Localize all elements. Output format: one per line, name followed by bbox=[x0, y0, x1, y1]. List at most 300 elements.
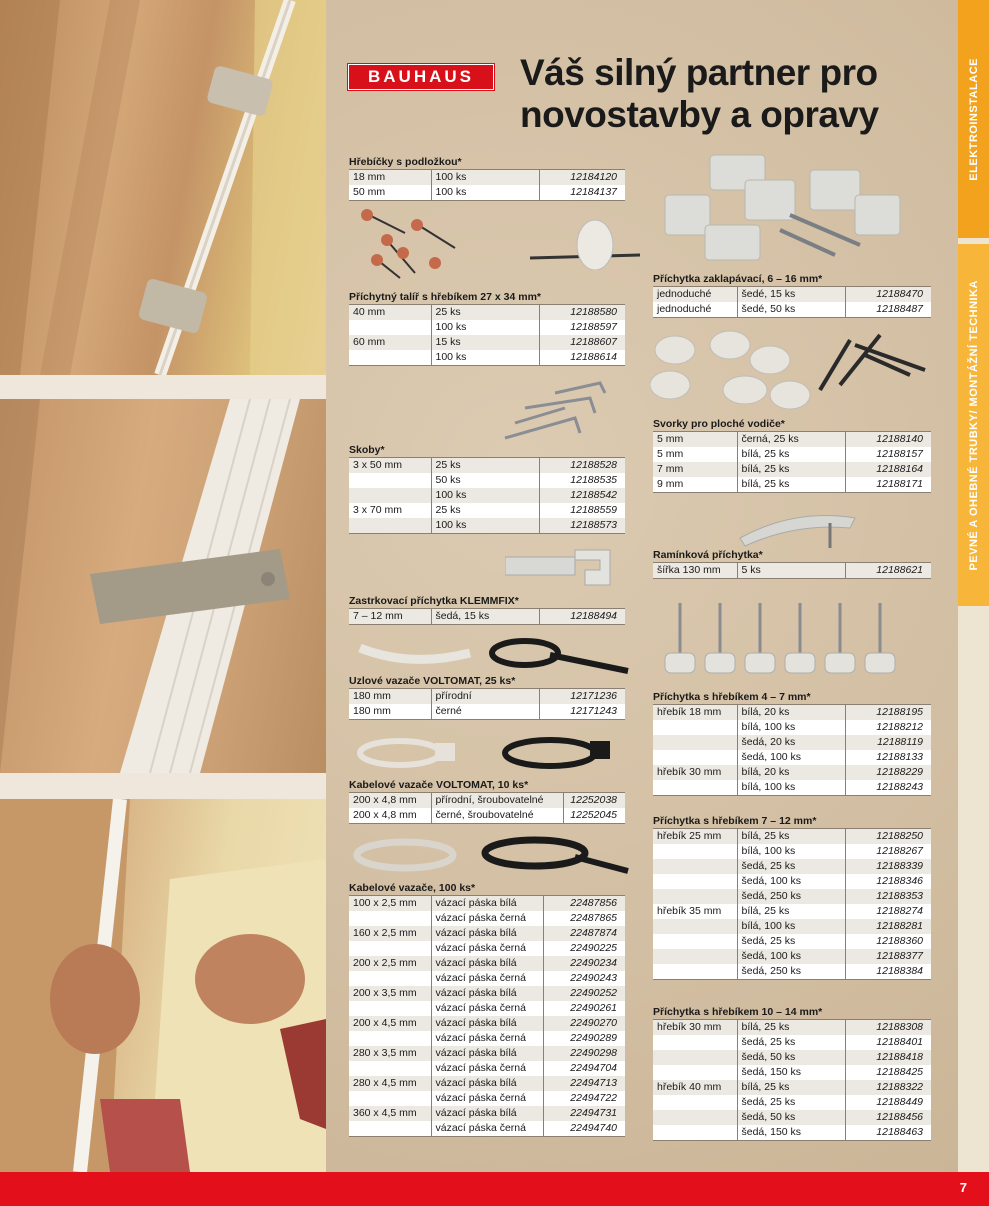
article-number-cell: 22494713 bbox=[543, 1076, 625, 1091]
table-row bbox=[653, 844, 931, 859]
size-cell bbox=[349, 1031, 431, 1046]
product-zaklapavaci bbox=[653, 273, 931, 318]
article-number-cell: 22490298 bbox=[543, 1046, 625, 1061]
size-cell bbox=[653, 1125, 737, 1141]
table-row bbox=[349, 1091, 625, 1106]
article-number-cell: 12188607 bbox=[539, 335, 625, 350]
variant-cell: bílá, 100 ks bbox=[737, 919, 845, 934]
headline-line-1: Váš silný partner pro bbox=[520, 52, 878, 93]
article-number-cell: 22490270 bbox=[543, 1016, 625, 1031]
table-row bbox=[349, 808, 625, 824]
variant-cell: bílá, 100 ks bbox=[737, 720, 845, 735]
variant-cell: šedé, 15 ks bbox=[737, 287, 845, 303]
variant-cell: šedá, 50 ks bbox=[737, 1050, 845, 1065]
article-number-cell: 22490225 bbox=[543, 941, 625, 956]
size-cell bbox=[349, 941, 431, 956]
product-title: Příchytka zaklapávací, 6 – 16 mm* bbox=[653, 273, 823, 285]
size-cell bbox=[349, 1121, 431, 1137]
headline bbox=[520, 52, 940, 136]
article-number-cell: 12188470 bbox=[845, 287, 931, 303]
variant-cell: černá, 25 ks bbox=[737, 432, 845, 448]
table-row bbox=[349, 704, 625, 720]
article-number-cell: 22487856 bbox=[543, 896, 625, 912]
product-table bbox=[653, 286, 931, 318]
size-cell: 40 mm bbox=[349, 305, 431, 321]
article-number-cell: 12188339 bbox=[845, 859, 931, 874]
table-row bbox=[349, 320, 625, 335]
product-table bbox=[653, 431, 931, 493]
table-row bbox=[653, 780, 931, 796]
variant-cell: vázací páska bílá bbox=[431, 896, 543, 912]
table-row bbox=[349, 1016, 625, 1031]
size-cell: 3 x 70 mm bbox=[349, 503, 431, 518]
table-row bbox=[653, 462, 931, 477]
size-cell: 5 mm bbox=[653, 447, 737, 462]
table-row bbox=[653, 1125, 931, 1141]
variant-cell: přírodní bbox=[431, 689, 539, 705]
size-cell: hřebík 40 mm bbox=[653, 1080, 737, 1095]
variant-cell: 100 ks bbox=[431, 350, 539, 366]
variant-cell: vázací páska bílá bbox=[431, 926, 543, 941]
size-cell: 5 mm bbox=[653, 432, 737, 448]
size-cell bbox=[653, 1110, 737, 1125]
article-number-cell: 22487874 bbox=[543, 926, 625, 941]
product-table bbox=[653, 828, 931, 980]
variant-cell: černé bbox=[431, 704, 539, 720]
product-table bbox=[349, 457, 625, 534]
variant-cell: 25 ks bbox=[431, 458, 539, 474]
article-number-cell: 22494740 bbox=[543, 1121, 625, 1137]
table-row bbox=[349, 926, 625, 941]
size-cell: šířka 130 mm bbox=[653, 563, 737, 579]
product-title: Zastrkovací příchytka KLEMMFIX* bbox=[349, 595, 519, 607]
article-number-cell: 12184120 bbox=[539, 170, 625, 186]
size-cell bbox=[653, 934, 737, 949]
size-cell: 200 x 4,8 mm bbox=[349, 793, 431, 809]
photo-cable-bundle-strap bbox=[0, 399, 326, 773]
table-row bbox=[653, 1095, 931, 1110]
table-row bbox=[653, 904, 931, 919]
product-title: Příchytný talíř s hřebíkem 27 x 34 mm* bbox=[349, 291, 542, 303]
article-number-cell: 12188360 bbox=[845, 934, 931, 949]
photo-hands-cable-tie bbox=[0, 799, 326, 1172]
table-row bbox=[653, 964, 931, 980]
size-cell: hřebík 30 mm bbox=[653, 765, 737, 780]
variant-cell: bílá, 20 ks bbox=[737, 705, 845, 721]
size-cell: 200 x 4,8 mm bbox=[349, 808, 431, 824]
variant-cell: šedá, 25 ks bbox=[737, 859, 845, 874]
table-row bbox=[653, 919, 931, 934]
article-number-cell: 12188171 bbox=[845, 477, 931, 493]
variant-cell: vázací páska černá bbox=[431, 1001, 543, 1016]
flat-cable-clamps-image bbox=[650, 330, 930, 415]
variant-cell: bílá, 100 ks bbox=[737, 780, 845, 796]
screwable-ties-image bbox=[355, 733, 615, 773]
product-title: Ramínková příchytka* bbox=[653, 549, 763, 561]
variant-cell: vázací páska černá bbox=[431, 1031, 543, 1046]
table-row bbox=[653, 889, 931, 904]
table-row bbox=[653, 1065, 931, 1080]
article-number-cell: 12188401 bbox=[845, 1035, 931, 1050]
table-row bbox=[349, 1061, 625, 1076]
size-cell: 280 x 3,5 mm bbox=[349, 1046, 431, 1061]
klemmfix-image bbox=[505, 545, 615, 590]
table-row bbox=[653, 720, 931, 735]
table-row bbox=[349, 1106, 625, 1121]
article-number-cell: 12188212 bbox=[845, 720, 931, 735]
article-number-cell: 12188164 bbox=[845, 462, 931, 477]
snap-clips-image bbox=[660, 150, 910, 265]
size-cell bbox=[349, 350, 431, 366]
variant-cell: 25 ks bbox=[431, 305, 539, 321]
size-cell bbox=[349, 473, 431, 488]
size-cell: 50 mm bbox=[349, 185, 431, 201]
variant-cell: šedá, 100 ks bbox=[737, 949, 845, 964]
article-number-cell: 12188346 bbox=[845, 874, 931, 889]
size-cell bbox=[349, 1001, 431, 1016]
table-row bbox=[349, 503, 625, 518]
product-title: Svorky pro ploché vodiče* bbox=[653, 418, 785, 430]
variant-cell: vázací páska bílá bbox=[431, 1016, 543, 1031]
plate-with-nail-image bbox=[530, 210, 640, 270]
variant-cell: šedá, 100 ks bbox=[737, 750, 845, 765]
article-number-cell: 12188267 bbox=[845, 844, 931, 859]
variant-cell: 50 ks bbox=[431, 473, 539, 488]
article-number-cell: 12188614 bbox=[539, 350, 625, 366]
size-cell bbox=[349, 320, 431, 335]
size-cell: 60 mm bbox=[349, 335, 431, 350]
table-row bbox=[653, 1050, 931, 1065]
size-cell bbox=[349, 518, 431, 534]
size-cell: jednoduché bbox=[653, 302, 737, 318]
variant-cell: bílá, 25 ks bbox=[737, 904, 845, 919]
product-hrebik47 bbox=[653, 691, 931, 796]
table-row bbox=[349, 1046, 625, 1061]
article-number-cell: 12188322 bbox=[845, 1080, 931, 1095]
variant-cell: 100 ks bbox=[431, 518, 539, 534]
variant-cell: bílá, 25 ks bbox=[737, 1080, 845, 1095]
product-raminkova bbox=[653, 549, 931, 579]
article-number-cell: 12188119 bbox=[845, 735, 931, 750]
variant-cell: bílá, 100 ks bbox=[737, 844, 845, 859]
size-cell bbox=[349, 1061, 431, 1076]
article-number-cell: 22487865 bbox=[543, 911, 625, 926]
table-row bbox=[349, 1031, 625, 1046]
size-cell bbox=[653, 919, 737, 934]
product-table bbox=[349, 608, 625, 625]
product-table bbox=[349, 792, 625, 824]
table-row bbox=[653, 829, 931, 845]
size-cell bbox=[349, 971, 431, 986]
article-number-cell: 12188308 bbox=[845, 1020, 931, 1036]
table-row bbox=[653, 859, 931, 874]
product-table bbox=[653, 562, 931, 579]
variant-cell: šedá, 50 ks bbox=[737, 1110, 845, 1125]
knot-ties-image bbox=[350, 633, 630, 678]
size-cell: hřebík 35 mm bbox=[653, 904, 737, 919]
article-number-cell: 12188229 bbox=[845, 765, 931, 780]
table-row bbox=[349, 1076, 625, 1091]
article-number-cell: 12188140 bbox=[845, 432, 931, 448]
size-cell: 280 x 4,5 mm bbox=[349, 1076, 431, 1091]
table-row bbox=[349, 986, 625, 1001]
article-number-cell: 22490289 bbox=[543, 1031, 625, 1046]
size-cell bbox=[349, 488, 431, 503]
article-number-cell: 12188418 bbox=[845, 1050, 931, 1065]
variant-cell: 15 ks bbox=[431, 335, 539, 350]
size-cell: 180 mm bbox=[349, 689, 431, 705]
article-number-cell: 12188542 bbox=[539, 488, 625, 503]
variant-cell: bílá, 25 ks bbox=[737, 447, 845, 462]
size-cell bbox=[349, 1091, 431, 1106]
product-klemmfix bbox=[349, 595, 625, 625]
variant-cell: vázací páska černá bbox=[431, 1121, 543, 1137]
size-cell: hřebík 18 mm bbox=[653, 705, 737, 721]
table-row bbox=[653, 477, 931, 493]
size-cell bbox=[653, 1095, 737, 1110]
product-kabelove10 bbox=[349, 779, 625, 824]
variant-cell: vázací páska bílá bbox=[431, 956, 543, 971]
product-kabelove100 bbox=[349, 882, 625, 1137]
page-number: 7 bbox=[959, 1180, 967, 1195]
variant-cell: bílá, 20 ks bbox=[737, 765, 845, 780]
product-table bbox=[349, 895, 625, 1137]
variant-cell: vázací páska černá bbox=[431, 1061, 543, 1076]
variant-cell: 100 ks bbox=[431, 185, 539, 201]
nail-clips-image bbox=[660, 598, 900, 678]
size-cell bbox=[653, 720, 737, 735]
table-row bbox=[349, 185, 625, 201]
article-number-cell: 12188195 bbox=[845, 705, 931, 721]
table-row bbox=[653, 750, 931, 765]
product-title: Hřebíčky s podložkou* bbox=[349, 156, 462, 168]
size-cell: 160 x 2,5 mm bbox=[349, 926, 431, 941]
article-number-cell: 22490234 bbox=[543, 956, 625, 971]
variant-cell: vázací páska černá bbox=[431, 911, 543, 926]
variant-cell: šedá, 25 ks bbox=[737, 1035, 845, 1050]
sidebar bbox=[958, 0, 989, 1172]
article-number-cell: 12188559 bbox=[539, 503, 625, 518]
table-row bbox=[653, 1020, 931, 1036]
table-row bbox=[349, 335, 625, 350]
product-title: Kabelové vazače, 100 ks* bbox=[349, 882, 476, 894]
product-table bbox=[349, 304, 625, 366]
variant-cell: přírodní, šroubovatelné bbox=[431, 793, 563, 809]
variant-cell: šedá, 250 ks bbox=[737, 889, 845, 904]
size-cell bbox=[653, 964, 737, 980]
product-hrebik1014 bbox=[653, 1006, 931, 1141]
table-row bbox=[653, 563, 931, 579]
size-cell bbox=[653, 844, 737, 859]
article-number-cell: 12188449 bbox=[845, 1095, 931, 1110]
product-title: Příchytka s hřebíkem 10 – 14 mm* bbox=[653, 1006, 823, 1018]
product-title: Příchytka s hřebíkem 4 – 7 mm* bbox=[653, 691, 811, 703]
size-cell: 180 mm bbox=[349, 704, 431, 720]
variant-cell: vázací páska bílá bbox=[431, 1106, 543, 1121]
product-table bbox=[349, 688, 625, 720]
variant-cell: černé, šroubovatelné bbox=[431, 808, 563, 824]
table-row bbox=[653, 934, 931, 949]
article-number-cell: 22494704 bbox=[543, 1061, 625, 1076]
variant-cell: vázací páska černá bbox=[431, 971, 543, 986]
table-row bbox=[349, 488, 625, 503]
variant-cell: 100 ks bbox=[431, 488, 539, 503]
table-row bbox=[653, 949, 931, 964]
size-cell: 360 x 4,5 mm bbox=[349, 1106, 431, 1121]
size-cell: 200 x 2,5 mm bbox=[349, 956, 431, 971]
variant-cell: šedé, 50 ks bbox=[737, 302, 845, 318]
variant-cell: šedá, 20 ks bbox=[737, 735, 845, 750]
size-cell bbox=[653, 735, 737, 750]
size-cell bbox=[653, 1035, 737, 1050]
footer-bar bbox=[0, 1172, 989, 1206]
article-number-cell: 22494722 bbox=[543, 1091, 625, 1106]
table-row bbox=[349, 971, 625, 986]
table-row bbox=[653, 1080, 931, 1095]
photo-column bbox=[0, 0, 326, 1172]
article-number-cell: 12188157 bbox=[845, 447, 931, 462]
headline-line-2: novostavby a opravy bbox=[520, 94, 879, 135]
variant-cell: bílá, 25 ks bbox=[737, 1020, 845, 1036]
table-row bbox=[653, 874, 931, 889]
size-cell bbox=[653, 1065, 737, 1080]
staples-image bbox=[495, 378, 610, 448]
article-number-cell: 12188243 bbox=[845, 780, 931, 796]
article-number-cell: 12188425 bbox=[845, 1065, 931, 1080]
variant-cell: bílá, 25 ks bbox=[737, 829, 845, 845]
variant-cell: šedá, 250 ks bbox=[737, 964, 845, 980]
table-row bbox=[653, 705, 931, 721]
product-hrebicky bbox=[349, 156, 625, 201]
product-table bbox=[349, 169, 625, 201]
article-number-cell: 12188377 bbox=[845, 949, 931, 964]
article-number-cell: 22490252 bbox=[543, 986, 625, 1001]
table-row bbox=[349, 170, 625, 186]
size-cell: hřebík 25 mm bbox=[653, 829, 737, 845]
table-row bbox=[653, 735, 931, 750]
table-row bbox=[653, 287, 931, 303]
variant-cell: bílá, 25 ks bbox=[737, 462, 845, 477]
table-row bbox=[349, 350, 625, 366]
table-row bbox=[349, 689, 625, 705]
article-number-cell: 12188384 bbox=[845, 964, 931, 980]
variant-cell: šedá, 25 ks bbox=[737, 934, 845, 949]
size-cell: jednoduché bbox=[653, 287, 737, 303]
size-cell: 3 x 50 mm bbox=[349, 458, 431, 474]
size-cell bbox=[349, 911, 431, 926]
article-number-cell: 12171236 bbox=[539, 689, 625, 705]
cable-ties-image bbox=[350, 833, 630, 878]
variant-cell: 5 ks bbox=[737, 563, 845, 579]
size-cell bbox=[653, 949, 737, 964]
product-svorky bbox=[653, 418, 931, 493]
size-cell: 100 x 2,5 mm bbox=[349, 896, 431, 912]
table-row bbox=[349, 793, 625, 809]
article-number-cell: 22490261 bbox=[543, 1001, 625, 1016]
article-number-cell: 12184137 bbox=[539, 185, 625, 201]
product-title: Kabelové vazače VOLTOMAT, 10 ks* bbox=[349, 779, 529, 791]
table-row bbox=[349, 911, 625, 926]
article-number-cell: 12188274 bbox=[845, 904, 931, 919]
size-cell: 7 – 12 mm bbox=[349, 609, 431, 625]
table-row bbox=[349, 956, 625, 971]
product-talir bbox=[349, 291, 625, 366]
variant-cell: vázací páska černá bbox=[431, 1091, 543, 1106]
size-cell: 200 x 4,5 mm bbox=[349, 1016, 431, 1031]
article-number-cell: 12188528 bbox=[539, 458, 625, 474]
article-number-cell: 12252045 bbox=[563, 808, 625, 824]
size-cell: 18 mm bbox=[349, 170, 431, 186]
table-row bbox=[653, 765, 931, 780]
product-table bbox=[653, 704, 931, 796]
table-row bbox=[653, 447, 931, 462]
article-number-cell: 12188494 bbox=[539, 609, 625, 625]
nails-with-washers-image bbox=[355, 203, 465, 283]
variant-cell: vázací páska bílá bbox=[431, 1076, 543, 1091]
variant-cell: 100 ks bbox=[431, 170, 539, 186]
size-cell: 7 mm bbox=[653, 462, 737, 477]
table-row bbox=[653, 1110, 931, 1125]
bauhaus-logo: BAUHAUS bbox=[348, 64, 494, 90]
article-number-cell: 12188281 bbox=[845, 919, 931, 934]
product-skoby bbox=[349, 444, 625, 534]
article-number-cell: 12188580 bbox=[539, 305, 625, 321]
variant-cell: šedá, 15 ks bbox=[431, 609, 539, 625]
size-cell bbox=[653, 874, 737, 889]
variant-cell: 25 ks bbox=[431, 503, 539, 518]
article-number-cell: 12171243 bbox=[539, 704, 625, 720]
variant-cell: vázací páska bílá bbox=[431, 1046, 543, 1061]
article-number-cell: 12188133 bbox=[845, 750, 931, 765]
variant-cell: 100 ks bbox=[431, 320, 539, 335]
article-number-cell: 12252038 bbox=[563, 793, 625, 809]
article-number-cell: 22494731 bbox=[543, 1106, 625, 1121]
article-number-cell: 12188456 bbox=[845, 1110, 931, 1125]
sidebar-bottom-label: PEVNÉ A OHEBNÉ TRUBKY/ MONTÁŽNÍ TECHNIKA bbox=[967, 279, 980, 571]
product-table bbox=[653, 1019, 931, 1141]
size-cell: 9 mm bbox=[653, 477, 737, 493]
article-number-cell: 12188463 bbox=[845, 1125, 931, 1141]
product-title: Příchytka s hřebíkem 7 – 12 mm* bbox=[653, 815, 817, 827]
product-uzlove bbox=[349, 675, 625, 720]
product-title: Uzlové vazače VOLTOMAT, 25 ks* bbox=[349, 675, 516, 687]
table-row bbox=[349, 458, 625, 474]
variant-cell: šedá, 100 ks bbox=[737, 874, 845, 889]
article-number-cell: 12188535 bbox=[539, 473, 625, 488]
size-cell bbox=[653, 859, 737, 874]
hanger-clip-image bbox=[735, 508, 860, 553]
size-cell bbox=[653, 750, 737, 765]
variant-cell: bílá, 25 ks bbox=[737, 477, 845, 493]
variant-cell: vázací páska černá bbox=[431, 941, 543, 956]
size-cell bbox=[653, 1050, 737, 1065]
article-number-cell: 12188621 bbox=[845, 563, 931, 579]
article-number-cell: 12188250 bbox=[845, 829, 931, 845]
article-number-cell: 12188597 bbox=[539, 320, 625, 335]
table-row bbox=[349, 305, 625, 321]
variant-cell: šedá, 25 ks bbox=[737, 1095, 845, 1110]
table-row bbox=[349, 1121, 625, 1137]
table-row bbox=[349, 941, 625, 956]
product-title: Skoby* bbox=[349, 444, 385, 456]
table-row bbox=[653, 302, 931, 318]
table-row bbox=[349, 1001, 625, 1016]
table-row bbox=[349, 518, 625, 534]
table-row bbox=[349, 473, 625, 488]
variant-cell: vázací páska bílá bbox=[431, 986, 543, 1001]
sidebar-top-label: ELEKTROINSTALACE bbox=[967, 57, 980, 181]
article-number-cell: 12188353 bbox=[845, 889, 931, 904]
